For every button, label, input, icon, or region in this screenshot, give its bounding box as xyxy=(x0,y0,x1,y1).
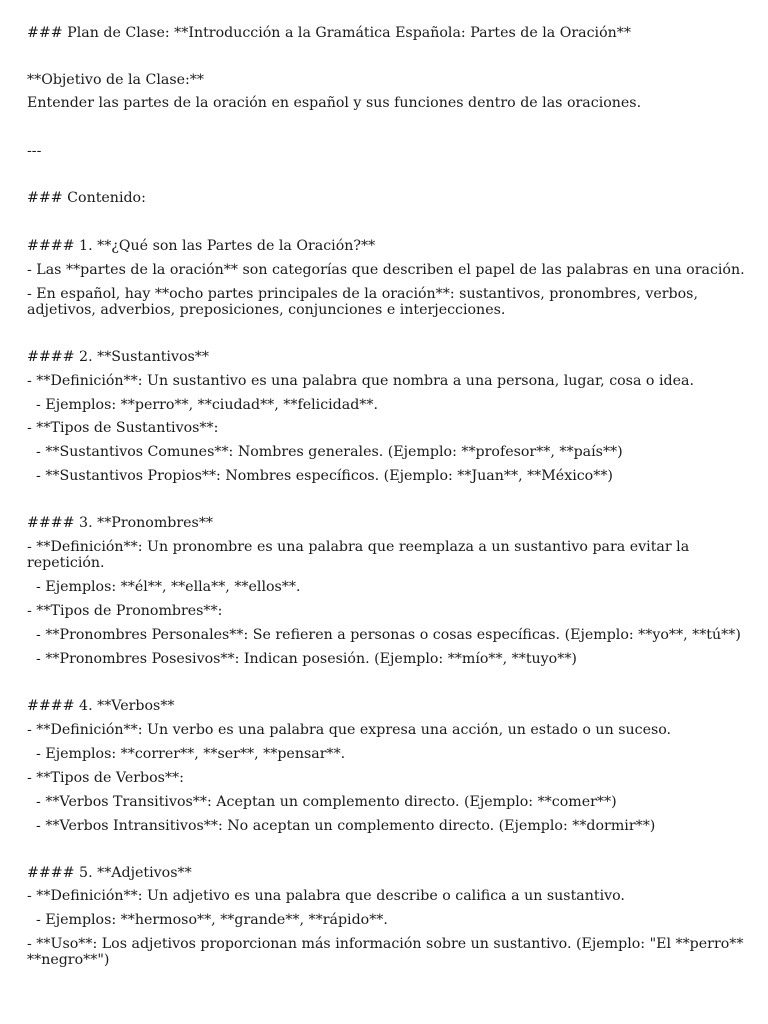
section-2-line: - **Sustantivos Comunes**: Nombres generales. (Ejemplo: **profesor**, **país**) xyxy=(27,444,623,460)
objective-heading: **Objetivo de la Clase:** xyxy=(27,72,204,88)
section-5-line: - Ejemplos: **hermoso**, **grande**, **rápido**. xyxy=(27,912,388,928)
section-2-heading: #### 2. **Sustantivos** xyxy=(27,349,209,365)
section-2-line: - **Tipos de Sustantivos**: xyxy=(27,420,219,436)
section-1-line: - En español, hay **ocho partes principales de la oración**: sustantivos, pronombres, verbos, adjetivos, adverbios, preposiciones, conjunciones e interjecciones. xyxy=(27,286,703,318)
section-3-line: - **Tipos de Pronombres**: xyxy=(27,603,223,619)
section-3-line: - **Definición**: Un pronombre es una palabra que reemplaza a un sustantivo para evitar la repetición. xyxy=(27,539,694,571)
section-5-line: - **Uso**: Los adjetivos proporcionan más información sobre un sustantivo. (Ejemplo: "El **perro** **negro**") xyxy=(27,936,748,968)
section-4-line: - **Verbos Intransitivos**: No aceptan un complemento directo. (Ejemplo: **dormir**) xyxy=(27,818,656,834)
section-2-line: - Ejemplos: **perro**, **ciudad**, **felicidad**. xyxy=(27,397,378,413)
contents-heading: ### Contenido: xyxy=(27,190,146,206)
objective-text: Entender las partes de la oración en español y sus funciones dentro de las oraciones. xyxy=(27,95,642,111)
section-3-heading: #### 3. **Pronombres** xyxy=(27,515,214,531)
section-4-line: - **Definición**: Un verbo es una palabra que expresa una acción, un estado o un suceso. xyxy=(27,722,672,738)
section-1-line: - Las **partes de la oración** son categorías que describen el papel de las palabras en una oración. xyxy=(27,262,745,278)
doc-title: ### Plan de Clase: **Introducción a la Gramática Española: Partes de la Oración** xyxy=(27,25,631,41)
section-1-heading: #### 1. **¿Qué son las Partes de la Oración?** xyxy=(27,238,376,254)
separator: --- xyxy=(27,143,42,159)
section-3-line: - **Pronombres Personales**: Se refieren a personas o cosas específicas. (Ejemplo: **yo**, **tú**) xyxy=(27,627,741,643)
section-2-line: - **Definición**: Un sustantivo es una palabra que nombra a una persona, lugar, cosa o idea. xyxy=(27,373,694,389)
section-4-line: - **Tipos de Verbos**: xyxy=(27,770,184,786)
section-3-line: - **Pronombres Posesivos**: Indican posesión. (Ejemplo: **mío**, **tuyo**) xyxy=(27,651,577,667)
section-2-line: - **Sustantivos Propios**: Nombres específicos. (Ejemplo: **Juan**, **México**) xyxy=(27,468,613,484)
section-5-heading: #### 5. **Adjetivos** xyxy=(27,865,192,881)
section-5-line: - **Definición**: Un adjetivo es una palabra que describe o califica a un sustantivo. xyxy=(27,888,625,904)
section-4-line: - **Verbos Transitivos**: Aceptan un complemento directo. (Ejemplo: **comer**) xyxy=(27,794,617,810)
section-4-heading: #### 4. **Verbos** xyxy=(27,698,175,714)
section-4-line: - Ejemplos: **correr**, **ser**, **pensar**. xyxy=(27,746,346,762)
section-3-line: - Ejemplos: **él**, **ella**, **ellos**. xyxy=(27,579,301,595)
